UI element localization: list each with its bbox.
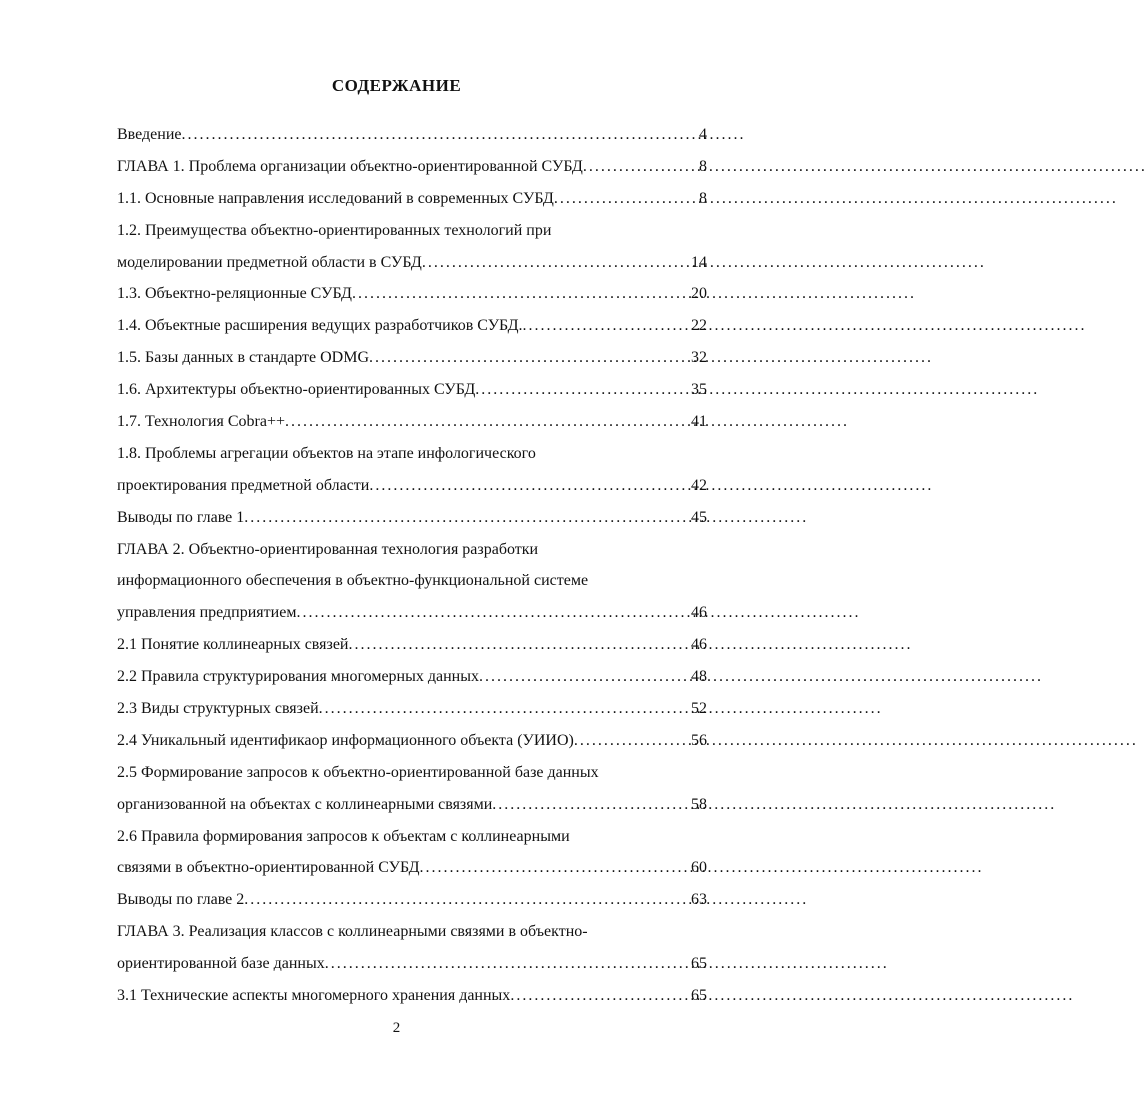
toc-entry (117, 151, 707, 183)
toc-entry (117, 342, 707, 374)
toc-entry (117, 884, 707, 916)
toc-entry (117, 789, 707, 821)
toc-leader-dots (510, 980, 677, 1012)
toc-leader-dots (479, 661, 677, 693)
toc-entry (117, 247, 707, 279)
toc-leader-dots (523, 310, 677, 342)
toc-entry-page: 14 (691, 253, 707, 271)
toc-entry-label: 1.5. Базы данных в стандарте ODMG (117, 349, 369, 367)
toc-entry-label: 2.6 Правила формирования запросов к объектам с коллинеарными (117, 827, 570, 845)
toc-entry-label: 3.1 Технические аспекты многомерного хранения данных (117, 987, 511, 1005)
toc-entry-label: 1.7. Технология Cobra++ (117, 413, 286, 431)
toc-entry (117, 438, 707, 470)
toc-leader-dots (325, 948, 677, 980)
toc-leader-dots (492, 789, 677, 821)
toc-entry-label: 1.6. Архитектуры объектно-ориентированных СУБД (117, 381, 476, 399)
toc-entry (117, 278, 707, 310)
toc-leader-dots (352, 278, 677, 310)
toc-leader-dots (319, 693, 677, 725)
toc-entry-page: 46 (691, 604, 707, 622)
toc-entry-label: управления предприятием (117, 604, 297, 622)
toc-entry (117, 119, 707, 151)
toc-entry-label: 1.2. Преимущества объектно-ориентированных технологий при (117, 221, 552, 239)
toc-entry (117, 374, 707, 406)
toc-entry (117, 183, 707, 215)
toc-entry (117, 948, 707, 980)
toc-entry-label: связями в объектно-ориентированной СУБД (117, 859, 420, 877)
toc-entry-label: 2.4 Уникальный идентификаор информационного объекта (УИИО) (117, 731, 574, 749)
toc-entry-page: 20 (691, 285, 707, 303)
toc-entry-label: ГЛАВА 2. Объектно-ориентированная технология разработки (117, 540, 539, 558)
toc-entry (117, 597, 707, 629)
toc-entry-page: 8 (699, 157, 707, 175)
toc-entry-page: 63 (691, 891, 707, 909)
toc-entry-label: 1.3. Объектно-реляционные СУБД (117, 285, 352, 303)
toc-entry (117, 757, 707, 789)
toc-entry-label: Выводы по главе 1 (117, 508, 245, 526)
page-title: СОДЕРЖАНИЕ (331, 76, 462, 95)
toc-entry-label: 1.1. Основные направления исследований в современных СУБД (117, 189, 554, 207)
toc-entry (117, 406, 707, 438)
toc-entry (117, 502, 707, 534)
toc-entry-page: 45 (691, 508, 707, 526)
toc-leader-dots (296, 597, 677, 629)
toc-entry-label: Выводы по главе 2 (117, 891, 245, 909)
toc-leader-dots (419, 852, 677, 884)
page-number: 2 (392, 1020, 401, 1036)
toc-entry-label: 1.4. Объектные расширения ведущих разработчиков СУБД. (117, 317, 523, 335)
toc-entry (117, 565, 707, 597)
toc-leader-dots (182, 119, 678, 151)
toc-leader-dots (369, 342, 677, 374)
toc-entry-label: 2.1 Понятие коллинеарных связей (117, 636, 349, 654)
toc-entry (117, 661, 707, 693)
toc-entry (117, 470, 707, 502)
toc-entry-page: 41 (691, 413, 707, 431)
toc-entry-label: ГЛАВА 1. Проблема организации объектно-ориентированной СУБД (117, 157, 583, 175)
toc-entry (117, 215, 707, 247)
toc-entry-label: организованной на объектах с коллинеарными связями (117, 795, 493, 813)
toc-entry (117, 821, 707, 853)
toc-entry-page: 46 (691, 636, 707, 654)
toc-entry (117, 916, 707, 948)
toc-entry-label: ГЛАВА 3. Реализация классов с коллинеарными связями в объектно- (117, 923, 588, 941)
toc-entry (117, 693, 707, 725)
toc-entry-page: 48 (691, 668, 707, 686)
toc-leader-dots (422, 247, 677, 279)
toc-entry-page: 4 (699, 126, 707, 143)
toc-entry-page: 32 (691, 349, 707, 367)
toc-entry-page: 22 (691, 317, 707, 335)
table-of-contents (117, 119, 707, 1012)
toc-entry-label: моделировании предметной области в СУБД (117, 253, 422, 271)
toc-entry-page: 42 (691, 476, 707, 494)
toc-entry-label: проектирования предметной области (117, 476, 370, 494)
toc-entry-page: 56 (691, 731, 707, 749)
toc-entry-label: ориентированной базе данных (117, 955, 325, 973)
toc-entry-page: 58 (691, 795, 707, 813)
toc-leader-dots (554, 183, 677, 215)
toc-entry-label: 1.8. Проблемы агрегации объектов на этапе инфологического (117, 444, 536, 462)
toc-leader-dots (369, 470, 677, 502)
toc-leader-dots (244, 884, 677, 916)
toc-leader-dots (475, 374, 677, 406)
toc-entry-page: 65 (691, 987, 707, 1005)
toc-entry (117, 980, 707, 1012)
toc-leader-dots (583, 151, 677, 183)
toc-entry-page: 8 (699, 189, 707, 207)
toc-leader-dots (574, 725, 677, 757)
toc-leader-dots (285, 406, 677, 438)
toc-leader-dots (244, 502, 677, 534)
toc-entry-page: 60 (691, 859, 707, 877)
toc-entry-label: 2.5 Формирование запросов к объектно-ориентированной базе данных (117, 763, 599, 781)
toc-entry-page: 65 (691, 955, 707, 973)
toc-entry (117, 310, 707, 342)
toc-entry-page: 52 (691, 700, 707, 718)
toc-entry (117, 725, 707, 757)
toc-entry-page: 35 (691, 381, 707, 399)
toc-entry (117, 852, 707, 884)
toc-entry-label: информационного обеспечения в объектно-функциональной системе (117, 572, 589, 590)
toc-entry-label: 2.2 Правила структурирования многомерных данных (117, 668, 479, 686)
toc-entry-label: 2.3 Виды структурных связей (117, 700, 319, 718)
toc-entry-label: Введение (117, 126, 182, 143)
toc-entry (117, 629, 707, 661)
toc-entry (117, 534, 707, 566)
toc-leader-dots (348, 629, 677, 661)
